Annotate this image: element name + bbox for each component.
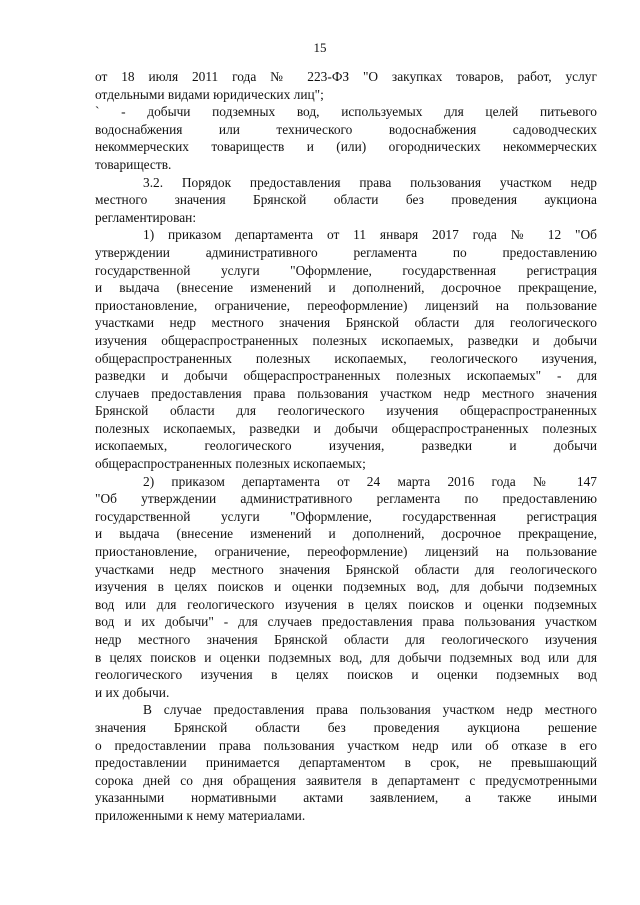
paragraph-line: общераспространенных полезных ископаемых; — [95, 456, 366, 472]
paragraph-line: сорока дней со дня обращения заявителя в департамент с предусмотренными — [95, 772, 597, 788]
paragraph-line: в целях поисков и оценки подземных вод, для добычи подземных вод или для — [95, 649, 597, 665]
paragraph-line: случаев предоставления права пользования участком недр местного значения — [95, 385, 597, 401]
page-number: 15 — [313, 40, 327, 55]
paragraph-line: изучения общераспространенных полезных ископаемых, разведки и добычи — [95, 332, 597, 348]
paragraph-line: приостановление, ограничение, переоформление) лицензий на пользование — [95, 544, 597, 560]
paragraph-line: полезных ископаемых, разведки и добычи общераспространенных полезных — [95, 420, 597, 436]
paragraph-line: утверждении административного регламента по предоставлению — [95, 244, 597, 260]
paragraph-line: изучения в целях поисков и оценки подземных вод, для добычи подземных — [95, 579, 597, 595]
paragraph-line: от 18 июля 2011 года № 223-ФЗ "О закупках товаров, работ, услуг — [95, 69, 597, 84]
paragraph-line: приостановление, ограничение, переоформление) лицензий на пользование — [95, 297, 597, 313]
paragraph-line: общераспространенных полезных ископаемых, геологического изучения, — [95, 350, 597, 366]
paragraph-line: предоставлении принимается департаментом в срок, не превышающий — [95, 755, 597, 771]
paragraph-line: и выдача (внесение изменений и дополнений, досрочное прекращение, — [95, 280, 597, 296]
paragraph-line: участками недр местного значения Брянской области для геологического — [95, 561, 597, 577]
paragraph-line: вод или для геологического изучения в целях поисков и оценки подземных — [95, 596, 597, 612]
paragraph-line: "Об утверждении административного регламента по предоставлению — [95, 491, 597, 507]
paragraph-line: Брянской области для геологического изучения общераспространенных — [95, 403, 597, 419]
paragraph-line: ` - добычи подземных вод, используемых для целей питьевого — [95, 104, 597, 120]
paragraph-line: и их добычи. — [95, 684, 170, 700]
document-body — [95, 68, 597, 825]
paragraph-line: В случае предоставления права пользования участком недр местного — [143, 702, 597, 718]
paragraph-line: товариществ. — [95, 156, 172, 172]
paragraph-line: 2) приказом департамента от 24 марта 2016 года № 147 — [143, 473, 597, 489]
paragraph-line: приложенными к нему материалами. — [95, 807, 306, 823]
paragraph-line: 1) приказом департамента от 11 января 2017 года № 12 "Об — [143, 227, 597, 243]
paragraph-line: государственной услуги "Оформление, государственная регистрация — [95, 508, 597, 524]
paragraph-line: отдельными видами юридических лиц"; — [95, 86, 324, 102]
paragraph-line: 3.2. Порядок предоставления права пользования участком недр — [143, 174, 597, 190]
paragraph-line: государственной услуги "Оформление, государственная регистрация — [95, 262, 597, 278]
paragraph-line: недр местного значения Брянской области для геологического изучения — [95, 632, 597, 647]
paragraph-line: разведки и добычи общераспространенных полезных ископаемых" - для — [95, 368, 597, 384]
paragraph-line: ископаемых, геологического изучения, разведки и добычи — [95, 438, 597, 454]
paragraph-line: значения Брянской области без проведения аукциона решение — [95, 719, 597, 735]
paragraph-line: о предоставлении права пользования участком недр или об отказе в его — [95, 737, 597, 753]
paragraph-line: вод и их добычи" - для случаев предоставления права пользования участком — [95, 614, 597, 630]
paragraph-line: участками недр местного значения Брянской области для геологического — [95, 315, 597, 331]
paragraph-line: указанными нормативными актами заявлением, а также иными — [95, 790, 597, 806]
paragraph-line: геологического изучения в целях поисков и оценки подземных вод — [95, 667, 597, 683]
paragraph-line: местного значения Брянской области без проведения аукциона — [95, 192, 597, 208]
paragraph-line: некоммерческих товариществ и (или) огороднических некоммерческих — [95, 139, 597, 155]
paragraph-line: и выдача (внесение изменений и дополнений, досрочное прекращение, — [95, 526, 597, 542]
paragraph-line: водоснабжения или технического водоснабжения садоводческих — [95, 121, 597, 137]
paragraph-line: регламентирован: — [95, 209, 197, 225]
